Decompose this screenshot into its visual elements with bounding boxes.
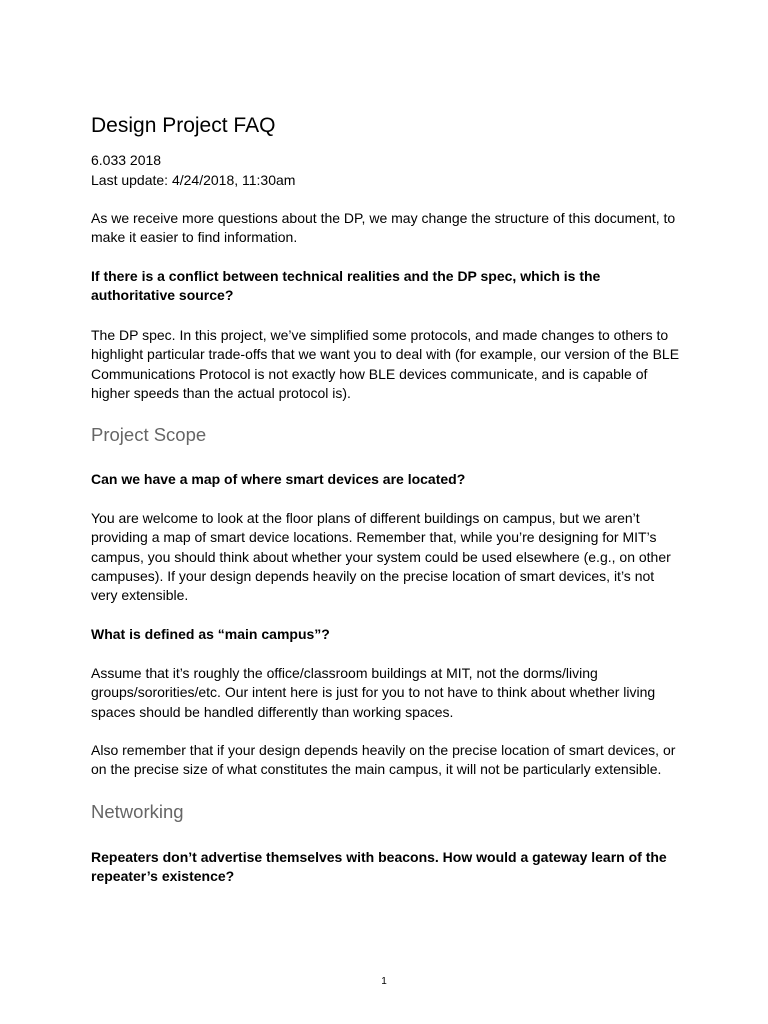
- question-repeaters: Repeaters don’t advertise themselves with beacons. How would a gateway learn of the repeater’s existence?: [91, 849, 667, 885]
- document-title: Design Project FAQ: [91, 114, 276, 137]
- course-number: 6.033 2018: [91, 152, 162, 168]
- last-update: Last update: 4/24/2018, 11:30am: [91, 172, 296, 188]
- page-number: 1: [381, 976, 387, 987]
- heading-project-scope: Project Scope: [91, 424, 207, 445]
- question-map: Can we have a map of where smart devices are located?: [91, 471, 466, 487]
- heading-networking: Networking: [91, 801, 184, 822]
- answer-conflict: The DP spec. In this project, we’ve simplified some protocols, and made changes to others to highlight particular trade-offs that we want you to deal with (for example, our version of the BLE Communications Protocol is not exactly how BLE devices communicate, and is capable of higher speeds than the actual protocol is).: [91, 327, 680, 401]
- question-main-campus: What is defined as “main campus”?: [91, 626, 330, 642]
- document-meta: [91, 150, 295, 190]
- answer-main-campus: Assume that it’s roughly the office/classroom buildings at MIT, not the dorms/living groups/sororities/etc. Our intent here is just for you to not have to think about whether living spaces should be handled differently than working spaces.: [91, 665, 656, 720]
- intro-paragraph: As we receive more questions about the DP, we may change the structure of this document, to make it easier to find information.: [91, 210, 676, 246]
- answer-map: You are welcome to look at the floor plans of different buildings on campus, but we aren’t providing a map of smart device locations. Remember that, while you’re designing for MIT’s campus, you should think about whether your system could be used elsewhere (e.g., on other campuses). If your design depends heavily on the precise location of smart devices, it’s not very extensible.: [91, 510, 671, 604]
- question-conflict: If there is a conflict between technical realities and the DP spec, which is the authoritative source?: [91, 268, 601, 304]
- answer-extensible: Also remember that if your design depends heavily on the precise location of smart devices, or on the precise size of what constitutes the main campus, it will not be particularly extensible.: [91, 742, 676, 778]
